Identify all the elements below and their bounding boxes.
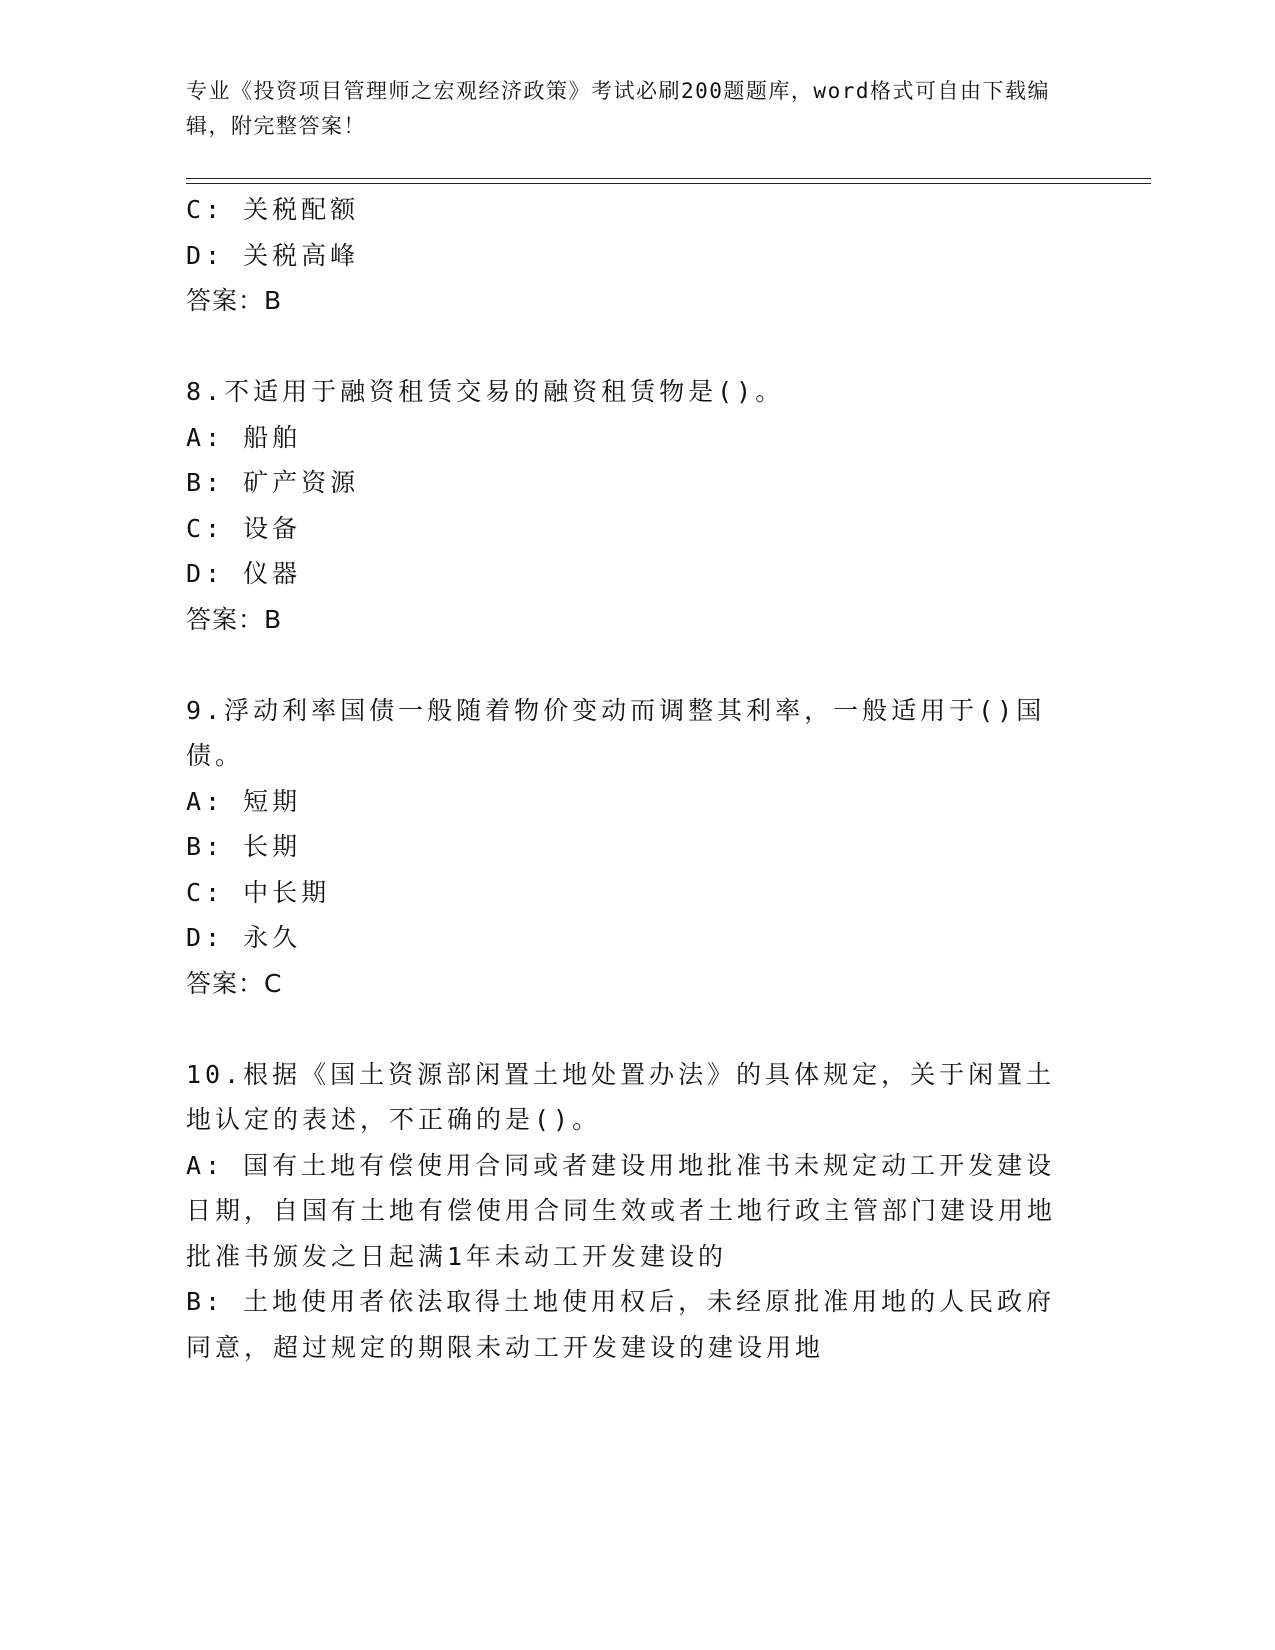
option-text: 矿产资源 [243, 468, 360, 497]
question-number: 9. [186, 695, 225, 725]
option-label: C: [186, 513, 225, 543]
option-c [186, 870, 1066, 916]
answer: 答案：C [186, 968, 283, 998]
option-text: 国有土地有偿使用合同或者建设用地批准书未规定动工开发建设日期，自国有土地有偿使用合同生效或者土地行政主管部门建设用地批准书颁发之日起满1年未动工开发建设的 [186, 1150, 1057, 1271]
question-10 [186, 1052, 1066, 1371]
header-rule-top [186, 178, 1151, 179]
question-number: 8. [186, 377, 225, 406]
question-9 [186, 688, 1066, 1007]
option-text: 设备 [243, 513, 302, 543]
option-text: 永久 [243, 923, 302, 952]
option-text: 船舶 [243, 422, 302, 452]
option-text: 长期 [243, 832, 302, 861]
spacer [186, 642, 1076, 688]
option-text: 土地使用者依法取得土地使用权后，未经原批准用地的人民政府同意，超过规定的期限未动工开发建设的建设用地 [186, 1287, 1056, 1362]
option-a [186, 779, 1066, 825]
option-label: D: [186, 240, 225, 270]
question-8 [186, 369, 1066, 642]
option-label: C: [186, 195, 225, 224]
header-rule-bottom [186, 183, 1151, 184]
option-d [186, 551, 1066, 597]
option-text: 关税配额 [243, 195, 360, 224]
option-c [186, 187, 1066, 233]
question-text: 浮动利率国债一般随着物价变动而调整其利率，一般适用于()国债。 [186, 695, 1046, 770]
option-label: A: [186, 1150, 225, 1180]
option-label: C: [186, 877, 225, 907]
spacer [186, 324, 1076, 370]
option-label: A: [186, 422, 225, 452]
option-text: 关税高峰 [243, 240, 360, 270]
question-stem [186, 1052, 1066, 1143]
option-text: 短期 [243, 786, 302, 816]
question-7-continued [186, 187, 1066, 324]
option-c [186, 506, 1066, 552]
question-content [186, 187, 1076, 1370]
answer: 答案：B [186, 286, 283, 315]
option-label: A: [186, 786, 225, 816]
option-b [186, 460, 1066, 506]
question-stem [186, 369, 1066, 415]
option-label: D: [186, 923, 225, 952]
option-label: B: [186, 1287, 225, 1316]
answer: 答案：B [186, 604, 283, 634]
option-text: 中长期 [243, 877, 331, 907]
option-a [186, 1143, 1066, 1280]
question-text: 不适用于融资租赁交易的融资租赁物是()。 [224, 377, 785, 406]
question-text: 根据《国土资源部闲置土地处置办法》的具体规定，关于闲置土地认定的表述，不正确的是()。 [186, 1059, 1056, 1134]
question-number: 10. [186, 1059, 244, 1089]
option-label: B: [186, 832, 225, 861]
option-label: B: [186, 468, 225, 497]
option-label: D: [186, 559, 225, 588]
option-b [186, 824, 1066, 870]
option-a [186, 415, 1066, 461]
document-header: 专业《投资项目管理师之宏观经济政策》考试必刷200题题库，word格式可自由下载编辑，附完整答案！ [186, 79, 1050, 138]
option-text: 仪器 [243, 559, 302, 588]
option-d [186, 233, 1066, 279]
option-b [186, 1279, 1066, 1370]
question-stem [186, 688, 1066, 779]
option-d [186, 915, 1066, 961]
spacer [186, 1006, 1076, 1052]
